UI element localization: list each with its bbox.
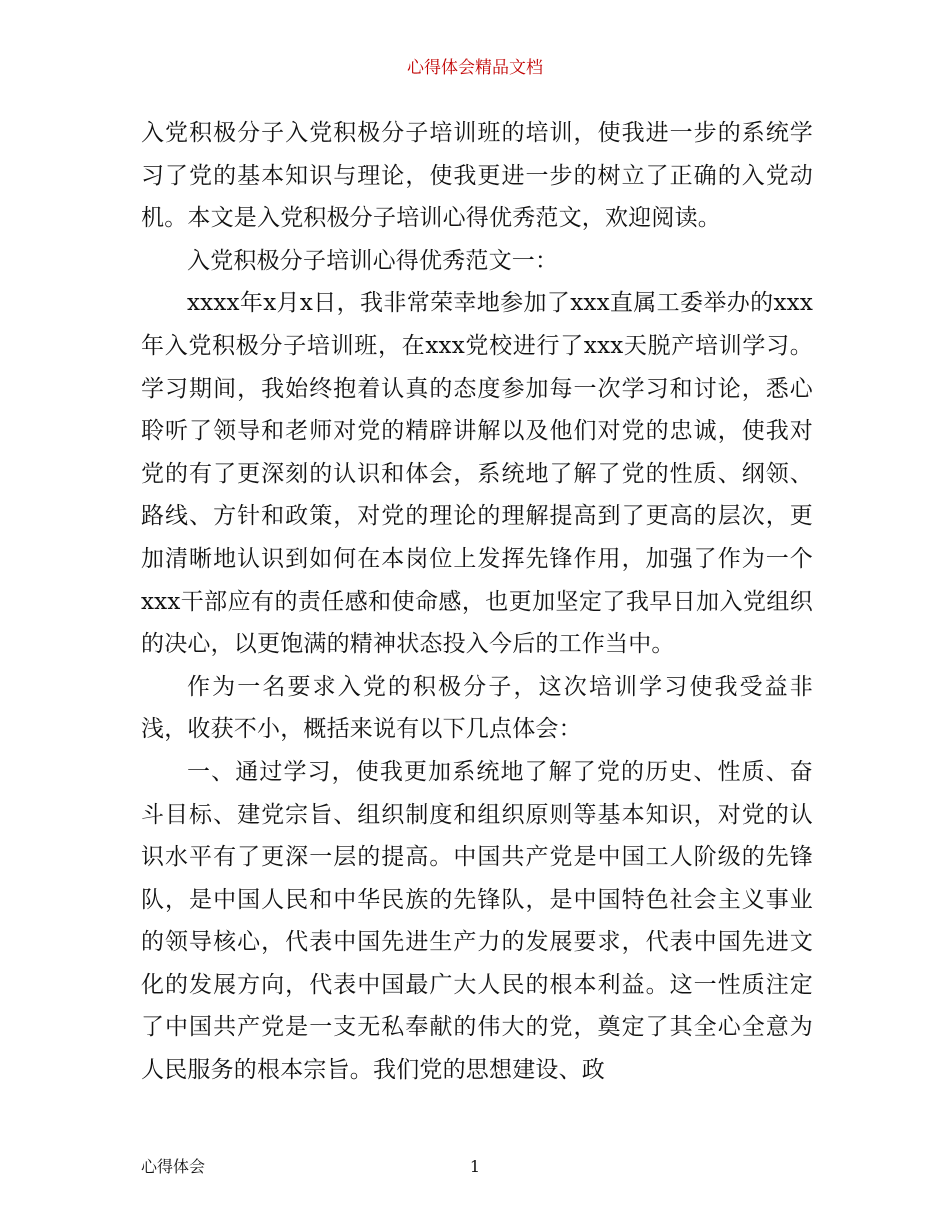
paragraph-section-heading: 入党积极分子培训心得优秀范文一： — [187, 247, 559, 274]
page-footer-label: 心得体会 — [141, 1157, 206, 1176]
paragraph-training-account: xxxx年x月x日，我非常荣幸地参加了xxx直属工委举办的xxx年入党积极分子培训班，在xxx党校进行了xxx天脱产培训学习。学习期间，我始终抱着认真的态度参加每一次学习和讨论，悉心聆听了领导和老师对党的精辟讲解以及他们对党的忠诚，使我对党的有了更深刻的认识和体会，系统地了解了党的性质、纲领、路线、方针和政策，对党的理论的理解提高到了更高的层次，更加清晰地认识到如何在本岗位上发挥先锋作用，加强了作为一个xxx干部应有的责任感和使命感，也更加坚定了我早日加入党组织的决心，以更饱满的精神状态投入今后的工作当中。 — [141, 290, 813, 658]
paragraph-intro: 入党积极分子入党积极分子培训班的培训，使我进一步的系统学习了党的基本知识与理论，使我更进一步的树立了正确的入党动机。本文是入党积极分子培训心得优秀范文，欢迎阅读。 — [141, 120, 813, 232]
document-body — [141, 112, 813, 1092]
page-header-title: 心得体会精品文档 — [407, 58, 543, 78]
page-number: 1 — [469, 1157, 481, 1176]
paragraph-point-one: 一、通过学习，使我更加系统地了解了党的历史、性质、奋斗目标、建党宗旨、组织制度和组织原则等基本知识，对党的认识水平有了更深一层的提高。中国共产党是中国工人阶级的先锋队，是中国人民和中华民族的先锋队，是中国特色社会主义事业的领导核心，代表中国先进生产力的发展要求，代表中国先进文化的发展方向，代表中国最广大人民的根本利益。这一性质注定了中国共产党是一支无私奉献的伟大的党，奠定了其全心全意为人民服务的根本宗旨。我们党的思想建设、政 — [141, 758, 813, 1084]
paragraph-benefits-intro: 作为一名要求入党的积极分子，这次培训学习使我受益非浅，收获不小，概括来说有以下几点体会： — [141, 673, 813, 743]
